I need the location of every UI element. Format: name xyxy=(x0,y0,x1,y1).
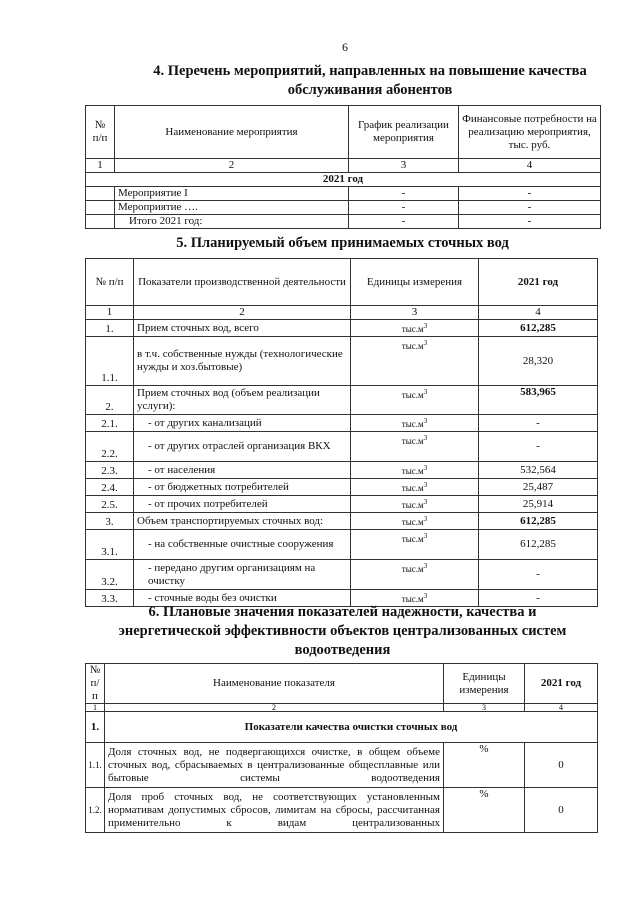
value: 0 xyxy=(525,788,598,833)
row-number xyxy=(86,215,115,229)
header-num: № п/п xyxy=(86,259,134,306)
header-unit: Единицы измерения xyxy=(444,664,525,704)
indicator-name: Доля проб сточных вод, не соответствующих установленным нормативам допустимых сбросов, лимитам на сбросы, рассчитанная применительно к видам централизованных xyxy=(105,788,444,833)
column-number-row xyxy=(86,704,598,712)
row-number: 2. xyxy=(86,386,134,415)
group-name: Показатели качества очистки сточных вод xyxy=(105,712,598,743)
table-header-row xyxy=(86,664,598,704)
unit-text: тыс.м xyxy=(401,341,424,351)
column-number: 3 xyxy=(444,704,525,712)
unit-superscript: 3 xyxy=(423,464,428,472)
indicator-name: Объем транспортируемых сточных вод: xyxy=(134,513,351,530)
year-row xyxy=(86,173,601,187)
row-number: 3.1. xyxy=(86,530,134,560)
row-number: 2.5. xyxy=(86,496,134,513)
table-header-row xyxy=(86,259,598,306)
section4-title-line1: 4. Перечень мероприятий, направленных на повышение качества xyxy=(153,63,587,79)
row-number: 1.1. xyxy=(86,743,105,788)
unit-superscript: 3 xyxy=(423,434,428,442)
table-row xyxy=(86,479,598,496)
section6-title-line3: водоотведения xyxy=(294,642,391,658)
unit-superscript: 3 xyxy=(423,498,428,506)
indicators-table xyxy=(85,663,598,833)
row-number: 1. xyxy=(86,320,134,337)
table-row xyxy=(86,187,601,201)
indicator-name: - передано другим организациям на очистку xyxy=(134,560,351,590)
unit-cell xyxy=(351,560,479,590)
row-number: 2.3. xyxy=(86,462,134,479)
unit-text: тыс.м xyxy=(401,483,424,493)
finance-value: - xyxy=(459,201,601,215)
value: - xyxy=(479,415,598,432)
measures-table xyxy=(85,105,601,229)
column-number: 1 xyxy=(86,159,115,173)
row-number: 3. xyxy=(86,513,134,530)
header-year: 2021 год xyxy=(525,664,598,704)
schedule-value: - xyxy=(349,187,459,201)
table-row xyxy=(86,788,598,833)
header-finance: Финансовые потребности на реализацию мероприятия, тыс. руб. xyxy=(459,106,601,159)
indicator-name: - от бюджетных потребителей xyxy=(134,479,351,496)
row-number: 3.2. xyxy=(86,560,134,590)
unit-text: тыс.м xyxy=(401,390,424,400)
indicator-name: Прием сточных вод (объем реализации услуги): xyxy=(134,386,351,415)
row-number: 3.3. xyxy=(86,590,134,607)
measure-name: Мероприятие I xyxy=(115,187,349,201)
unit-text: тыс.м xyxy=(401,534,424,544)
value: 28,320 xyxy=(479,337,598,386)
unit-text: тыс.м xyxy=(401,466,424,476)
unit-superscript: 3 xyxy=(423,515,428,523)
unit-superscript: 3 xyxy=(423,322,428,330)
unit-cell xyxy=(351,530,479,560)
schedule-value: - xyxy=(349,201,459,215)
unit-superscript: 3 xyxy=(423,532,428,540)
table-row xyxy=(86,462,598,479)
unit-cell xyxy=(351,462,479,479)
indicator-name: - на собственные очистные сооружения xyxy=(134,530,351,560)
column-number: 1 xyxy=(86,704,105,712)
table-row xyxy=(86,320,598,337)
group-row xyxy=(86,712,598,743)
unit-superscript: 3 xyxy=(423,417,428,425)
column-number: 4 xyxy=(459,159,601,173)
indicator-name: - от населения xyxy=(134,462,351,479)
header-unit: Единицы измерения xyxy=(351,259,479,306)
column-number: 2 xyxy=(115,159,349,173)
indicator-name: - от других канализаций xyxy=(134,415,351,432)
measure-name: Итого 2021 год: xyxy=(115,215,349,229)
unit-cell xyxy=(351,513,479,530)
unit-cell xyxy=(351,496,479,513)
table-row xyxy=(86,530,598,560)
section6-title-line2: энергетической эффективности объектов централизованных систем xyxy=(118,623,567,639)
row-number xyxy=(86,187,115,201)
page-number: 6 xyxy=(342,40,348,54)
table-header-row xyxy=(86,106,601,159)
value: 25,914 xyxy=(479,496,598,513)
column-number-row xyxy=(86,159,601,173)
header-num: № п/п xyxy=(86,106,115,159)
value: 612,285 xyxy=(479,320,598,337)
header-year: 2021 год xyxy=(479,259,598,306)
indicator-name: в т.ч. собственные нужды (технологические нужды и хоз.бытовые) xyxy=(134,337,351,386)
value: - xyxy=(479,432,598,462)
column-number: 4 xyxy=(479,306,598,320)
row-number: 1.2. xyxy=(86,788,105,833)
unit-text: тыс.м xyxy=(401,564,424,574)
section4-title-line2: обслуживания абонентов xyxy=(287,82,453,98)
row-number: 2.2. xyxy=(86,432,134,462)
table-row xyxy=(86,496,598,513)
table-row xyxy=(86,560,598,590)
year-label: 2021 год xyxy=(86,173,601,187)
value: 583,965 xyxy=(479,386,598,415)
unit-text: тыс.м xyxy=(401,324,424,334)
indicator-name: Доля сточных вод, не подвергающихся очистке, в общем объеме сточных вод, сбрасываемых в централизованные общесплавные или бытовые системы водоотведения xyxy=(105,743,444,788)
unit-superscript: 3 xyxy=(423,388,428,396)
value: 612,285 xyxy=(479,530,598,560)
section5-title: 5. Планируемый объем принимаемых сточных вод xyxy=(176,235,509,251)
unit: % xyxy=(444,788,525,833)
unit-text: тыс.м xyxy=(401,436,424,446)
row-number: 2.4. xyxy=(86,479,134,496)
table-row xyxy=(86,415,598,432)
unit-cell xyxy=(351,432,479,462)
table-row xyxy=(86,386,598,415)
indicator-name: - от других отраслей организация ВКХ xyxy=(134,432,351,462)
value: 25,487 xyxy=(479,479,598,496)
value: 0 xyxy=(525,743,598,788)
unit-superscript: 3 xyxy=(423,481,428,489)
section6-title-line1: 6. Плановые значения показателей надежности, качества и xyxy=(148,604,537,620)
table-row xyxy=(86,215,601,229)
unit-cell xyxy=(351,337,479,386)
row-number xyxy=(86,201,115,215)
unit-cell xyxy=(351,479,479,496)
value: - xyxy=(479,560,598,590)
column-number: 2 xyxy=(105,704,444,712)
group-number: 1. xyxy=(86,712,105,743)
unit-cell xyxy=(351,415,479,432)
unit: % xyxy=(444,743,525,788)
schedule-value: - xyxy=(349,215,459,229)
row-number: 2.1. xyxy=(86,415,134,432)
unit-superscript: 3 xyxy=(423,339,428,347)
header-num: № п/п xyxy=(86,664,105,704)
indicator-name: - сточные воды без очистки xyxy=(134,590,351,607)
unit-superscript: 3 xyxy=(423,592,428,600)
table-row xyxy=(86,513,598,530)
column-number: 2 xyxy=(134,306,351,320)
unit-cell xyxy=(351,320,479,337)
unit-superscript: 3 xyxy=(423,562,428,570)
header-indicator: Показатели производственной деятельности xyxy=(134,259,351,306)
value: - xyxy=(479,590,598,607)
table-row xyxy=(86,743,598,788)
value: 532,564 xyxy=(479,462,598,479)
header-indicator: Наименование показателя xyxy=(105,664,444,704)
column-number-row xyxy=(86,306,598,320)
finance-value: - xyxy=(459,187,601,201)
unit-text: тыс.м xyxy=(401,419,424,429)
column-number: 3 xyxy=(351,306,479,320)
wastewater-volume-table xyxy=(85,258,598,607)
indicator-name: Прием сточных вод, всего xyxy=(134,320,351,337)
measure-name: Мероприятие …. xyxy=(115,201,349,215)
table-row xyxy=(86,337,598,386)
table-row xyxy=(86,432,598,462)
unit-text: тыс.м xyxy=(401,594,424,604)
unit-cell xyxy=(351,386,479,415)
unit-text: тыс.м xyxy=(401,500,424,510)
column-number: 4 xyxy=(525,704,598,712)
value: 612,285 xyxy=(479,513,598,530)
header-name: Наименование мероприятия xyxy=(115,106,349,159)
header-schedule: График реализации мероприятия xyxy=(349,106,459,159)
finance-value: - xyxy=(459,215,601,229)
unit-text: тыс.м xyxy=(401,517,424,527)
table-row xyxy=(86,201,601,215)
column-number: 1 xyxy=(86,306,134,320)
row-number: 1.1. xyxy=(86,337,134,386)
indicator-name: - от прочих потребителей xyxy=(134,496,351,513)
column-number: 3 xyxy=(349,159,459,173)
